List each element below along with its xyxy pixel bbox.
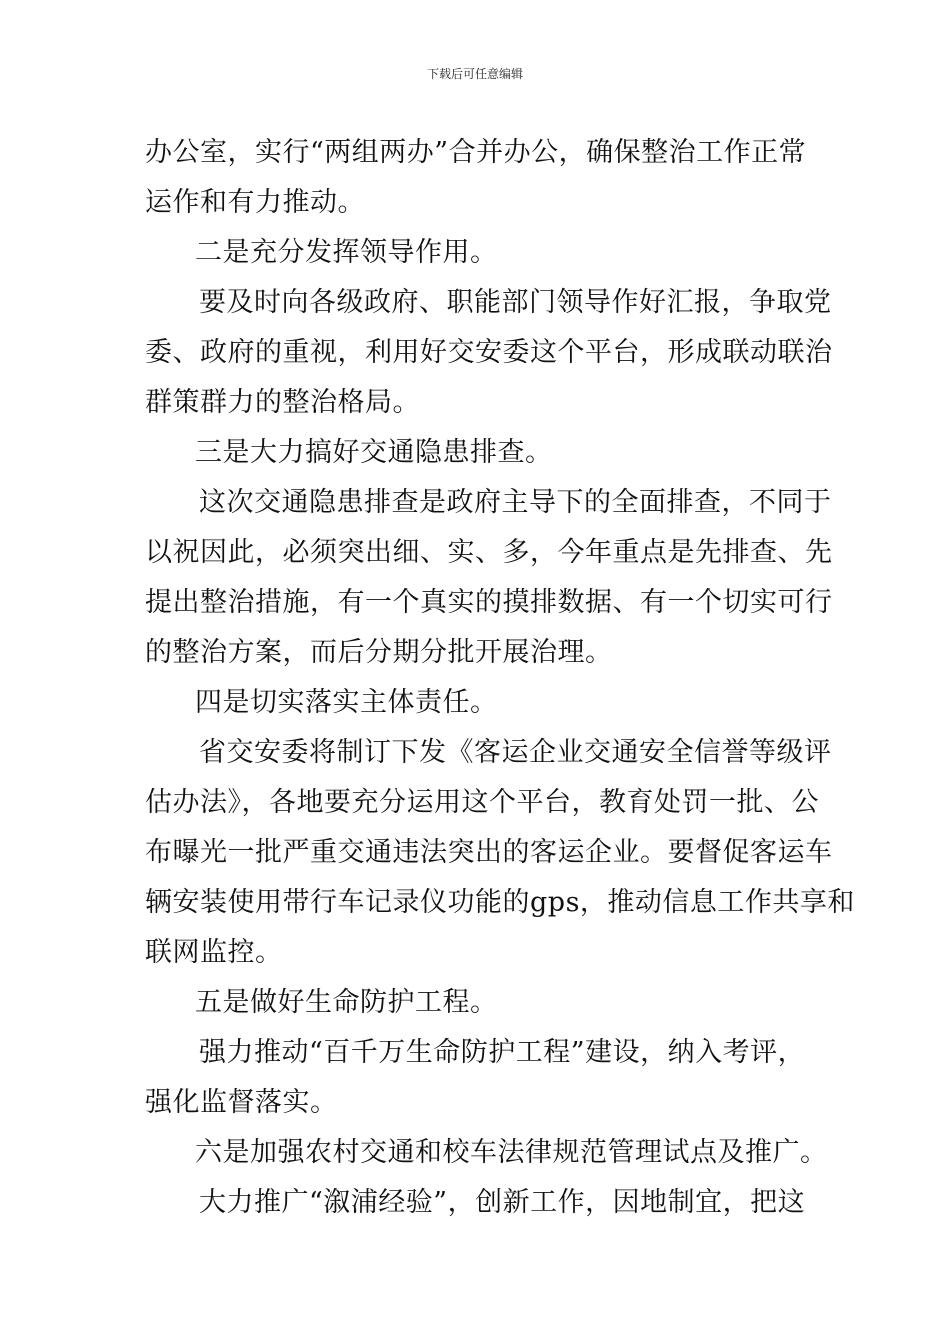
paragraph-line: 布曝光一批严重交通违法突出的客运企业。要督促客运车 bbox=[145, 837, 833, 868]
section-heading: 四是切实落实主体责任。 bbox=[195, 687, 498, 718]
paragraph-line: 大力推广“溆浦经验”，创新工作，因地制宜，把这 bbox=[199, 1187, 806, 1218]
section-heading: 六是加强农村交通和校车法律规范管理试点及推广。 bbox=[195, 1137, 828, 1168]
paragraph-line: 的整治方案，而后分期分批开展治理。 bbox=[145, 637, 613, 668]
paragraph-line: 委、政府的重视，利用好交安委这个平台，形成联动联治 bbox=[145, 337, 833, 368]
document-body bbox=[145, 128, 855, 1228]
paragraph-line: 强化监督落实。 bbox=[145, 1087, 338, 1118]
page-header: 下载后可任意编辑 bbox=[426, 67, 523, 81]
paragraph-line: 辆安装使用带行车记录仪功能的gps，推动信息工作共享和 bbox=[145, 887, 855, 918]
paragraph-line: 办公室，实行“两组两办”合并办公，确保整治工作正常 bbox=[145, 137, 807, 168]
paragraph-line: 这次交通隐患排查是政府主导下的全面排查，不同于 bbox=[199, 487, 832, 518]
paragraph-line: 要及时向各级政府、职能部门领导作好汇报，争取党 bbox=[199, 287, 832, 318]
paragraph-line: 提出整治措施，有一个真实的摸排数据、有一个切实可行 bbox=[145, 587, 833, 618]
paragraph-line: 联网监控。 bbox=[145, 937, 283, 968]
paragraph-line: 以祝因此，必须突出细、实、多，今年重点是先排查、先 bbox=[145, 537, 833, 568]
section-heading: 二是充分发挥领导作用。 bbox=[195, 237, 498, 268]
section-heading: 三是大力搞好交通隐患排查。 bbox=[195, 437, 553, 468]
paragraph-line: 运作和有力推动。 bbox=[145, 187, 365, 218]
paragraph-line: 省交安委将制订下发《客运企业交通安全信誉等级评 bbox=[199, 737, 832, 768]
paragraph-line: 估办法》，各地要充分运用这个平台，教育处罚一批、公 bbox=[145, 787, 819, 818]
paragraph-line: 强力推动“百千万生命防护工程”建设，纳入考评， bbox=[199, 1037, 806, 1068]
section-heading: 五是做好生命防护工程。 bbox=[195, 987, 498, 1018]
paragraph-line: 群策群力的整治格局。 bbox=[145, 387, 420, 418]
